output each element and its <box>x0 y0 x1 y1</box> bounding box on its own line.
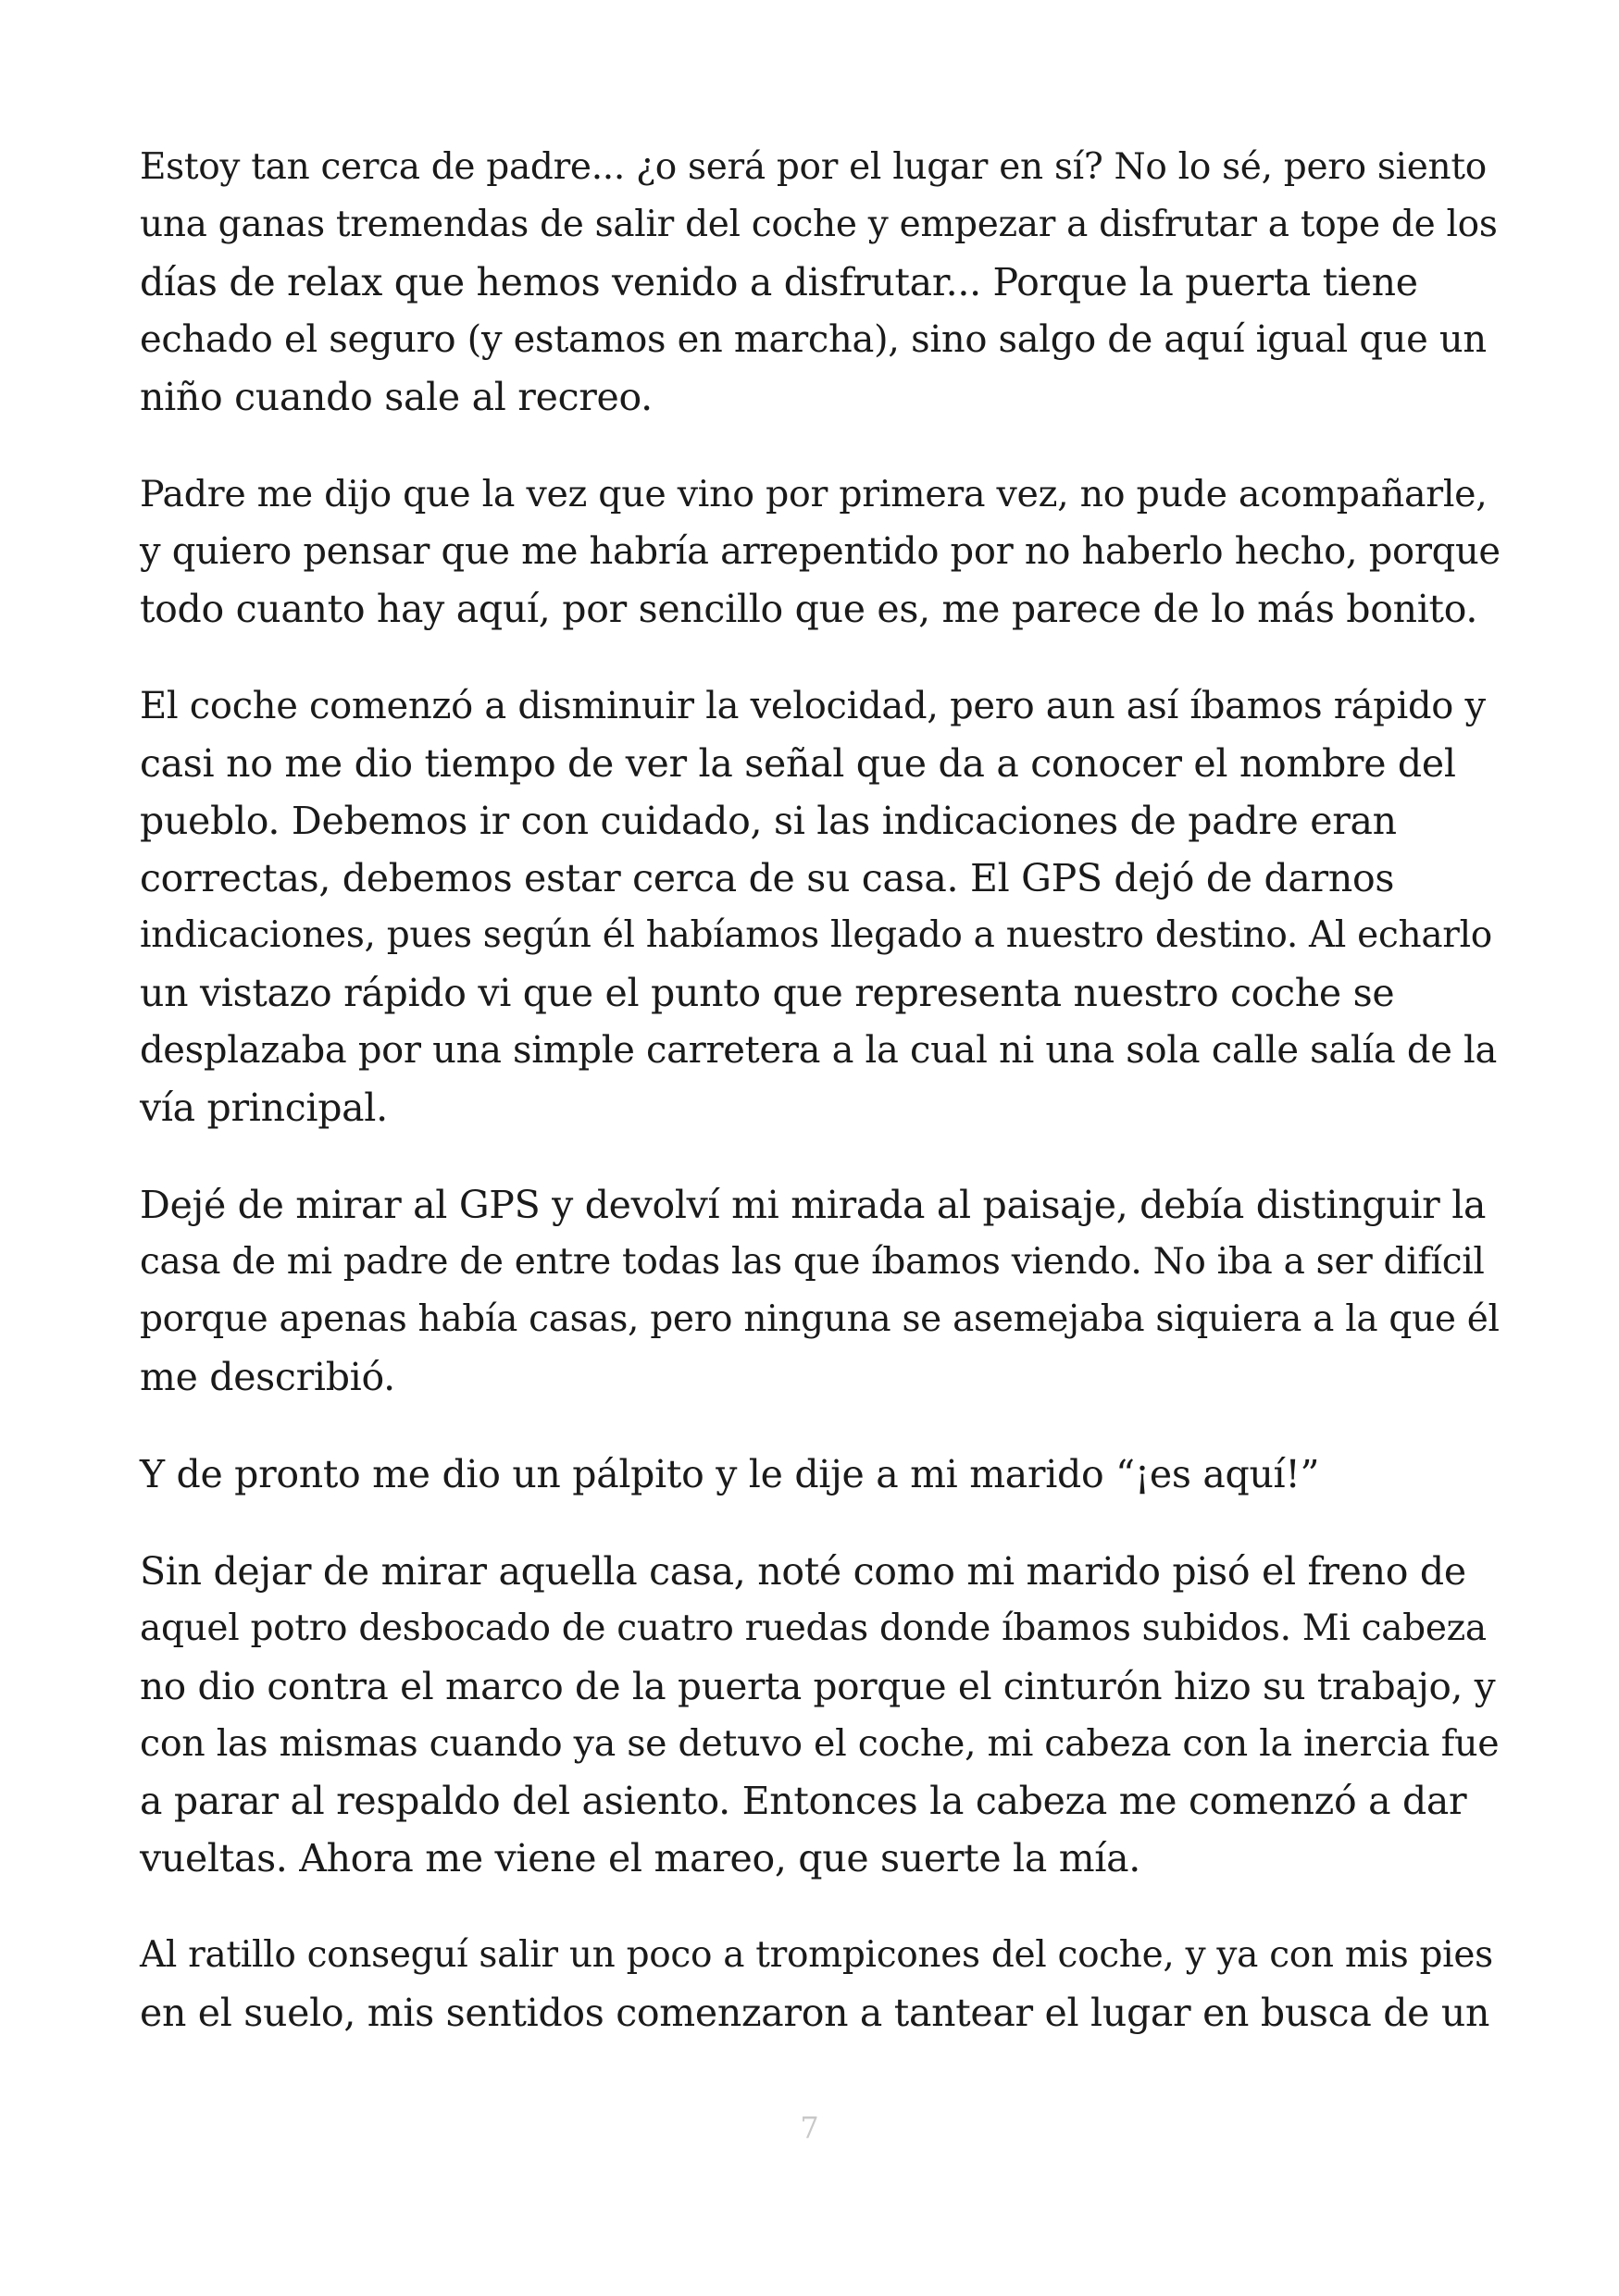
text-line: vueltas. Ahora me viene el mareo, que suerte la mía. <box>140 1836 1140 1880</box>
paragraph-6 <box>140 1543 1501 1887</box>
text-line: una ganas tremendas de salir del coche y empezar a disfrutar a tope de los <box>140 204 1498 245</box>
text-line: me describió. <box>140 1355 395 1399</box>
text-line: Estoy tan cerca de padre... ¿o será por el lugar en sí? No lo sé, pero siento <box>140 146 1487 188</box>
text-line: un vistazo rápido vi que el punto que representa nuestro coche se <box>140 971 1395 1015</box>
text-line: a parar al respaldo del asiento. Entonces la cabeza me comenzó a dar <box>140 1779 1467 1823</box>
text-line: echado el seguro (y estamos en marcha), sino salgo de aquí igual que un <box>140 318 1487 361</box>
text-line: Al ratillo conseguí salir un poco a trompicones del coche, y ya con mis pies <box>140 1934 1493 1976</box>
text-line: porque apenas había casas, pero ninguna se asemejaba siquiera a la que él <box>140 1298 1500 1340</box>
text-line: Sin dejar de mirar aquella casa, noté como mi marido pisó el freno de <box>140 1549 1466 1594</box>
text-line: pueblo. Debemos ir con cuidado, si las indicaciones de padre eran <box>140 799 1397 843</box>
text-line: casi no me dio tiempo de ver la señal que da a conocer el nombre del <box>140 741 1456 786</box>
text-line: aquel potro desbocado de cuatro ruedas donde íbamos subidos. Mi cabeza <box>140 1607 1487 1649</box>
text-line: Dejé de mirar al GPS y devolví mi mirada al paisaje, debía distinguir la <box>140 1183 1487 1227</box>
text-line: Padre me dijo que la vez que vino por primera vez, no pude acompañarle, <box>140 473 1488 515</box>
text-line: en el suelo, mis sentidos comenzaron a tantear el lugar en busca de un <box>140 1991 1490 2035</box>
text-line: El coche comenzó a disminuir la velocidad, pero aun así íbamos rápido y <box>140 685 1486 727</box>
paragraph-5 <box>140 1446 1501 1503</box>
text-line: casa de mi padre de entre todas las que íbamos viendo. No iba a ser difícil <box>140 1241 1485 1283</box>
text-line: con las mismas cuando ya se detuvo el coche, mi cabeza con la inercia fue <box>140 1722 1500 1765</box>
text-line: vía principal. <box>140 1086 388 1130</box>
paragraph-1 <box>140 139 1501 426</box>
paragraph-3 <box>140 677 1501 1136</box>
text-line: correctas, debemos estar cerca de su casa. El GPS dejó de darnos <box>140 856 1395 900</box>
page-number: 7 <box>800 2110 819 2145</box>
text-line: indicaciones, pues según él habíamos llegado a nuestro destino. Al echarlo <box>140 914 1492 956</box>
paragraph-2 <box>140 465 1501 638</box>
text-line: y quiero pensar que me habría arrepentido por no haberlo hecho, porque <box>140 530 1501 573</box>
body-text <box>140 139 1501 2081</box>
paragraph-7 <box>140 1927 1501 2042</box>
paragraph-4 <box>140 1176 1501 1406</box>
text-line: todo cuanto hay aquí, por sencillo que es, me parece de lo más bonito. <box>140 587 1478 631</box>
text-line: días de relax que hemos venido a disfrutar... Porque la puerta tiene <box>140 260 1418 304</box>
text-line: no dio contra el marco de la puerta porque el cinturón hizo su trabajo, y <box>140 1664 1496 1708</box>
text-line: niño cuando sale al recreo. <box>140 375 653 419</box>
text-line: desplazaba por una simple carretera a la cual ni una sola calle salía de la <box>140 1029 1498 1072</box>
text-line: Y de pronto me dio un pálpito y le dije a mi marido “¡es aquí!” <box>140 1452 1320 1496</box>
